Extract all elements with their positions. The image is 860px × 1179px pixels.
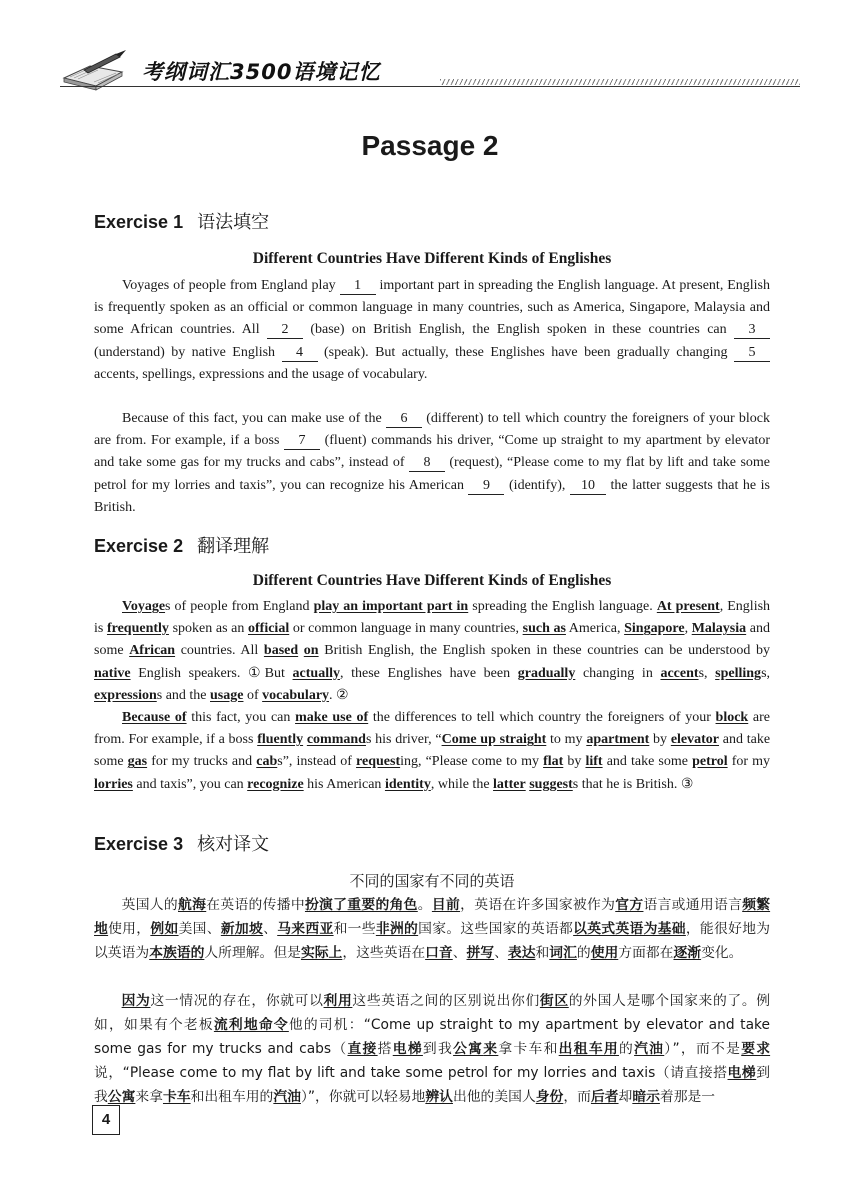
keyword: lift — [585, 754, 603, 770]
exercise-2-subtitle: Different Countries Have Different Kinds of Englishes — [252, 572, 612, 589]
keyword: 电梯 — [392, 1041, 423, 1057]
exercise-2-paragraph-2 — [94, 707, 770, 796]
blank-5[interactable]: 5 — [734, 345, 770, 362]
text-segment: 和出租车用的 — [190, 1089, 274, 1105]
text-segment: s, — [698, 665, 716, 681]
blank-8[interactable]: 8 — [409, 455, 445, 472]
text-segment: (understand) by native English — [94, 344, 282, 360]
text-segment: 这一情况的存在，你就可以 — [150, 993, 324, 1009]
keyword: 以英式英语为基础 — [573, 921, 686, 937]
keyword: block — [715, 710, 749, 725]
text-segment: . ② — [329, 687, 349, 703]
blank-6[interactable]: 6 — [386, 411, 422, 428]
text-segment: 变化。 — [701, 945, 743, 961]
keyword: 目前 — [431, 897, 461, 913]
exercise-1-heading — [94, 208, 269, 234]
text-segment: ）”，你就可以轻易地 — [300, 1089, 426, 1105]
text-segment: (request), “Please come to my flat by lift and take some petrol for my lorries and taxis”, you can recognize his American — [94, 455, 770, 493]
text-segment: of — [243, 687, 263, 703]
keyword: identity — [384, 776, 431, 792]
text-segment: the differences to tell which country the foreigners of your — [368, 710, 716, 725]
keyword: vocabulary — [262, 687, 330, 703]
keyword: petrol — [692, 754, 728, 770]
text-segment: 美国、 — [178, 921, 221, 937]
text-segment: 搭 — [377, 1041, 393, 1057]
exercise-3-label-cn: 核对译文 — [197, 834, 270, 855]
text-segment: , these Englishes have been — [339, 665, 518, 681]
text-segment: 、 — [452, 945, 467, 961]
keyword: 因为 — [121, 993, 151, 1009]
text-segment: for my trucks and — [147, 754, 257, 770]
text-segment: s that he is British. ③ — [572, 776, 694, 792]
text-segment: 人所理解。但是 — [204, 945, 301, 961]
keyword: 直接 — [347, 1041, 378, 1057]
keyword: 口音 — [425, 945, 453, 961]
keyword: expression — [94, 687, 157, 703]
text-segment: 方面都在 — [618, 945, 674, 961]
keyword: 公寓 — [453, 1041, 484, 1057]
keyword: on — [303, 643, 319, 659]
keyword: 汽油 — [273, 1089, 301, 1105]
keyword: usage — [210, 687, 244, 703]
exercise-1-subtitle: Different Countries Have Different Kinds of Englishes — [252, 250, 612, 267]
keyword: 本族语的 — [149, 945, 205, 961]
header-rule — [60, 86, 800, 87]
keyword: African — [129, 643, 176, 659]
text-segment: 出他的美国人 — [452, 1089, 536, 1105]
text-segment: (identify), — [504, 477, 570, 493]
keyword: latter — [493, 776, 526, 792]
blank-1[interactable]: 1 — [340, 278, 376, 295]
keyword: 使用 — [590, 945, 619, 961]
exercise-2-label-cn: 翻译理解 — [197, 536, 270, 557]
text-segment: 和 — [535, 945, 550, 961]
text-segment: , English is — [94, 599, 771, 637]
keyword: 汽油 — [634, 1041, 665, 1057]
text-segment: (different) to tell which country the foreigners of your block are from. For example, if a boss — [94, 411, 770, 449]
keyword: 马来西亚 — [277, 921, 334, 937]
text-segment: 这些英语之间的区别说出你们 — [352, 993, 540, 1009]
exercise-1-paragraph-1 — [94, 275, 770, 386]
text-segment: 却 — [618, 1089, 633, 1105]
text-segment: countries. All — [175, 643, 264, 659]
exercise-1-label-cn: 语法填空 — [197, 212, 270, 233]
text-segment: 到我 — [94, 1065, 770, 1105]
keyword: official — [248, 621, 290, 637]
blank-10[interactable]: 10 — [570, 478, 606, 495]
text-segment: the latter suggests that he is British. — [94, 477, 771, 515]
text-segment: 、 — [263, 921, 278, 937]
keyword: 非洲的 — [375, 921, 419, 937]
text-segment: Because of this fact, you can make use of the — [122, 411, 386, 426]
text-segment: 的外国人是哪个国家来的了。例如，如果有个老板 — [94, 993, 771, 1033]
text-segment: are from. For example, if a boss — [94, 710, 770, 748]
blank-9[interactable]: 9 — [468, 478, 504, 495]
book-series-title: 考纲词汇3500语境记忆 — [142, 60, 381, 84]
text-segment: for my — [727, 754, 771, 770]
keyword: frequently — [106, 621, 169, 637]
text-segment: spreading the English language. — [468, 599, 657, 614]
text-segment: s, — [761, 665, 771, 681]
keyword: 例如 — [150, 921, 179, 937]
text-segment: and taxis”, you can — [132, 776, 248, 792]
keyword: native — [94, 665, 131, 681]
keyword: gas — [127, 754, 148, 770]
text-segment: s of people from England — [165, 599, 314, 614]
blank-2[interactable]: 2 — [267, 322, 303, 339]
text-segment: s his driver, “ — [365, 732, 442, 748]
keyword: 卡车 — [162, 1089, 191, 1105]
keyword: spelling — [715, 665, 762, 681]
text-segment: (base) on British English, the English spoken in these countries can — [302, 322, 734, 338]
text-segment: 着那是一 — [659, 1089, 716, 1105]
keyword: request — [356, 754, 401, 770]
keyword: 公寓 — [107, 1089, 136, 1105]
text-segment: ，英语在许多国家被作为 — [460, 897, 616, 913]
keyword: recognize — [247, 776, 304, 792]
text-segment: 和一些 — [333, 921, 376, 937]
text-segment: (fluent) commands his driver, “Come up straight to my apartment by elevator and take some gas for my trucks and cabs”, instead of — [94, 433, 770, 471]
text-segment: by — [649, 732, 671, 748]
keyword: elevator — [670, 732, 720, 748]
text-segment: 在英语的传播中 — [206, 897, 305, 913]
keyword: 出租车用 — [558, 1041, 619, 1057]
keyword: 辨认 — [425, 1089, 453, 1105]
text-segment: 语言或通用语言 — [643, 897, 743, 913]
keyword: Because of — [122, 710, 187, 725]
keyword: 实际上 — [300, 945, 343, 961]
text-segment: his American — [303, 776, 385, 792]
page-number: 4 — [92, 1105, 120, 1135]
exercise-2-heading — [94, 532, 269, 558]
text-segment: and take some — [602, 754, 693, 770]
text-segment: 。 — [417, 897, 432, 913]
blank-4[interactable]: 4 — [282, 345, 318, 362]
text-segment: 到我 — [422, 1041, 454, 1057]
exercise-3-subtitle: 不同的国家有不同的英语 — [349, 872, 515, 890]
text-segment: 说，“Please come to my flat by lift and take some petrol for my lorries and taxis（请直接搭 — [94, 1065, 728, 1081]
keyword: 利用 — [323, 993, 353, 1009]
text-segment: (speak). But actually, these Englishes have been gradually changing — [317, 344, 735, 360]
keyword: 拼写 — [466, 945, 495, 961]
text-segment: 使用， — [108, 921, 151, 937]
keyword: 要求 — [741, 1041, 771, 1057]
keyword: 表达 — [507, 945, 536, 961]
text-segment: ，而 — [563, 1089, 591, 1105]
keyword: 街区 — [539, 993, 569, 1009]
keyword: Malaysia — [691, 621, 747, 637]
text-segment: ，能很好地为以英语为 — [94, 921, 771, 961]
text-segment: 拿卡车和 — [498, 1041, 559, 1057]
keyword: 词汇 — [549, 945, 577, 961]
text-segment: important part in spreading the English language. At present, English is frequently spoken as an official or common language in many countries, such as America, Singapore, Malaysia and some African countries. All — [94, 278, 770, 338]
header-hatch-decoration — [440, 79, 800, 85]
keyword: Voyage — [122, 599, 166, 614]
keyword: suggest — [529, 776, 573, 792]
text-segment: 英国人的 — [121, 897, 179, 913]
text-segment: ing, “Please come to my — [400, 754, 544, 770]
text-segment: 他的司机：“Come up straight to my apartment by elevator and take some gas for my trucks and cabs（ — [94, 1017, 771, 1057]
keyword: fluently — [257, 732, 304, 748]
keyword: 扮演了重要的角色 — [304, 897, 418, 913]
keyword: 身份 — [535, 1089, 564, 1105]
keyword: 电梯 — [727, 1065, 757, 1081]
blank-3[interactable]: 3 — [734, 322, 770, 339]
text-segment: this fact, you can — [186, 710, 296, 725]
keyword: 后者 — [590, 1089, 619, 1105]
text-segment: ，这些英语在 — [342, 945, 426, 961]
keyword: actually — [292, 665, 340, 681]
keyword: accent — [660, 665, 699, 681]
text-segment: Voyages of people from England play — [122, 278, 340, 293]
text-segment: 来拿 — [135, 1089, 163, 1105]
exercise-2-label: Exercise 2 — [94, 536, 184, 556]
running-header — [60, 46, 800, 96]
keyword: Singapore — [624, 621, 685, 637]
keyword: gradually — [517, 665, 576, 681]
keyword: 来 — [483, 1041, 499, 1057]
keyword: such as — [522, 621, 566, 637]
text-segment: English speakers. ①But — [130, 665, 293, 681]
keyword: 流利地命令 — [213, 1017, 289, 1033]
text-segment: 、 — [494, 945, 508, 961]
keyword: 新加坡 — [220, 921, 264, 937]
passage-title: Passage 2 — [361, 130, 499, 161]
keyword: 暗示 — [632, 1089, 660, 1105]
text-segment: s and the — [156, 687, 211, 703]
text-segment: 国家。这些国家的英语都 — [418, 921, 574, 937]
keyword: 频繁地 — [94, 897, 771, 937]
text-segment: and take some — [94, 732, 771, 770]
text-segment: 的 — [576, 945, 591, 961]
text-segment: 的 — [619, 1041, 635, 1057]
keyword: cab — [256, 754, 278, 770]
text-segment: America, — [565, 621, 625, 637]
exercise-1-paragraph-2 — [94, 408, 770, 519]
text-segment: s”, instead of — [277, 754, 357, 770]
exercise-1-label: Exercise 1 — [94, 212, 184, 232]
keyword: apartment — [586, 732, 650, 748]
keyword: lorries — [94, 776, 133, 792]
keyword: flat — [543, 754, 564, 770]
keyword: make use of — [295, 710, 369, 725]
text-segment: spoken as an — [168, 621, 248, 637]
text-segment: or common language in many countries, — [289, 621, 523, 637]
blank-7[interactable]: 7 — [284, 433, 320, 450]
exercise-3-label: Exercise 3 — [94, 834, 184, 854]
keyword: play an important part in — [313, 599, 469, 614]
text-segment: British English, the English spoken in these countries can be understood by — [318, 643, 770, 659]
text-segment: changing in — [575, 665, 661, 681]
keyword: command — [306, 732, 366, 748]
text-segment: ）”，而不是 — [664, 1041, 742, 1057]
keyword: 逐渐 — [673, 945, 702, 961]
keyword: based — [263, 643, 299, 659]
exercise-3-paragraph-2 — [94, 989, 770, 1109]
text-segment: accents, spellings, expressions and the usage of vocabulary. — [94, 366, 428, 382]
keyword: 航海 — [178, 897, 207, 913]
exercise-3-heading — [94, 830, 269, 856]
text-segment: and some — [94, 621, 770, 659]
keyword: Come up straight — [441, 732, 547, 748]
text-segment: to my — [546, 732, 587, 748]
keyword: At present — [656, 599, 720, 614]
exercise-2-paragraph-1 — [94, 596, 770, 707]
exercise-3-paragraph-1 — [94, 893, 770, 965]
text-segment: by — [563, 754, 586, 770]
text-segment: , while the — [430, 776, 494, 792]
text-segment: , — [684, 621, 692, 637]
keyword: 官方 — [615, 897, 644, 913]
